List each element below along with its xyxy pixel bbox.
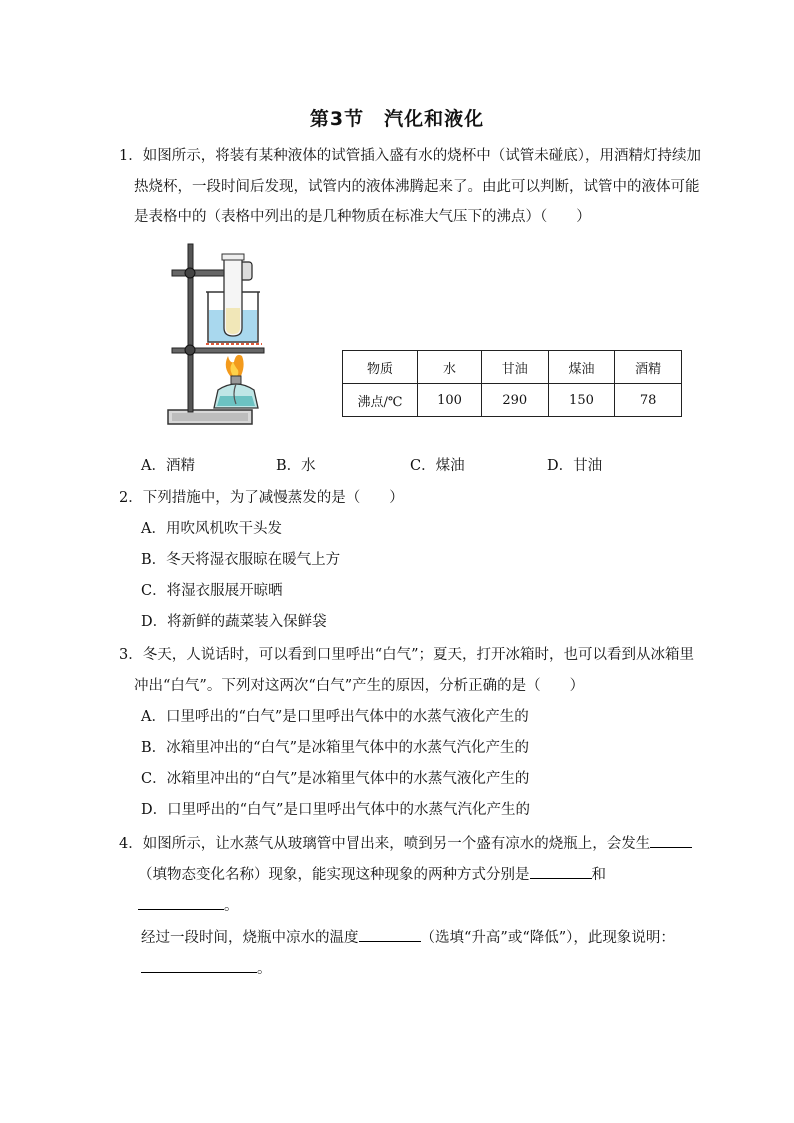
table-cell: 78 <box>615 384 682 417</box>
q2-option-c[interactable]: C．将湿衣服展开晾晒 <box>141 583 283 599</box>
table-cell: 290 <box>481 384 548 417</box>
q4-text: 。 <box>224 898 239 914</box>
q1-option-b[interactable]: B．水 <box>276 458 316 474</box>
q4-text: 经过一段时间，烧瓶中凉水的温度 <box>141 930 359 946</box>
q2-option-b[interactable]: B．冬天将湿衣服晾在暖气上方 <box>141 552 341 568</box>
page-title: 第3节 汽化和液化 <box>309 108 485 130</box>
table-header-cell: 酒精 <box>615 351 682 384</box>
q4-text: （填物态变化名称）现象，能实现这种现象的两种方式分别是 <box>138 867 530 883</box>
q4-stem-line1 <box>119 832 692 854</box>
boiling-point-table <box>342 350 682 417</box>
answer-blank[interactable] <box>138 894 224 910</box>
q1-stem-line3: 是表格中的（表格中列出的是几种物质在标准大气压下的沸点）（ ） <box>134 209 591 225</box>
table-header-cell: 物质 <box>343 351 418 384</box>
q1-option-d[interactable]: D．甘油 <box>547 458 603 474</box>
q3-stem-line2: 冲出“白气”。下列对这两次“白气”产生的原因，分析正确的是（ ） <box>134 678 585 694</box>
q4-text: 4．如图所示，让水蒸气从玻璃管中冒出来，喷到另一个盛有凉水的烧瓶上，会发生 <box>119 836 651 852</box>
q4-stem-line4 <box>141 926 675 948</box>
q2-option-d[interactable]: D．将新鲜的蔬菜装入保鲜袋 <box>141 614 327 630</box>
table-row <box>343 384 682 417</box>
table-row <box>343 351 682 384</box>
q4-text: 。 <box>257 961 272 977</box>
q4-text: 和 <box>591 867 606 883</box>
q1-stem-line1: 1．如图所示，将装有某种液体的试管插入盛有水的烧杯中（试管未碰底），用酒精灯持续加 <box>119 148 701 164</box>
q4-stem-line3 <box>138 894 239 916</box>
q3-option-a[interactable]: A．口里呼出的“白气”是口里呼出气体中的水蒸气液化产生的 <box>141 709 529 725</box>
answer-blank[interactable] <box>650 832 692 848</box>
table-cell: 100 <box>418 384 482 417</box>
table-header-cell: 煤油 <box>548 351 615 384</box>
answer-blank[interactable] <box>530 863 592 879</box>
q4-stem-line5 <box>141 957 272 979</box>
table-cell: 沸点/℃ <box>343 384 418 417</box>
q3-option-c[interactable]: C．冰箱里冲出的“白气”是冰箱里气体中的水蒸气液化产生的 <box>141 771 530 787</box>
table-cell: 150 <box>548 384 615 417</box>
table-header-cell: 水 <box>418 351 482 384</box>
q2-option-a[interactable]: A．用吹风机吹干头发 <box>141 521 282 537</box>
q1-stem-line2: 热烧杯，一段时间后发现，试管内的液体沸腾起来了。由此可以判断，试管中的液体可能 <box>134 179 700 195</box>
table-header-cell: 甘油 <box>481 351 548 384</box>
q4-stem-line2 <box>138 863 606 885</box>
q2-stem: 2．下列措施中，为了减慢蒸发的是（ ） <box>119 490 404 506</box>
heating-apparatus-figure <box>162 238 266 430</box>
answer-blank[interactable] <box>359 926 421 942</box>
q3-stem-line1: 3．冬天，人说话时，可以看到口里呼出“白气”；夏天，打开冰箱时，也可以看到从冰箱里 <box>119 647 695 663</box>
q4-text: （选填“升高”或“降低”），此现象说明： <box>420 930 675 946</box>
q3-option-d[interactable]: D．口里呼出的“白气”是口里呼出气体中的水蒸气汽化产生的 <box>141 802 530 818</box>
answer-blank[interactable] <box>141 957 257 973</box>
q1-option-c[interactable]: C．煤油 <box>410 458 465 474</box>
q1-option-a[interactable]: A．酒精 <box>141 458 195 474</box>
q3-option-b[interactable]: B．冰箱里冲出的“白气”是冰箱里气体中的水蒸气汽化产生的 <box>141 740 529 756</box>
